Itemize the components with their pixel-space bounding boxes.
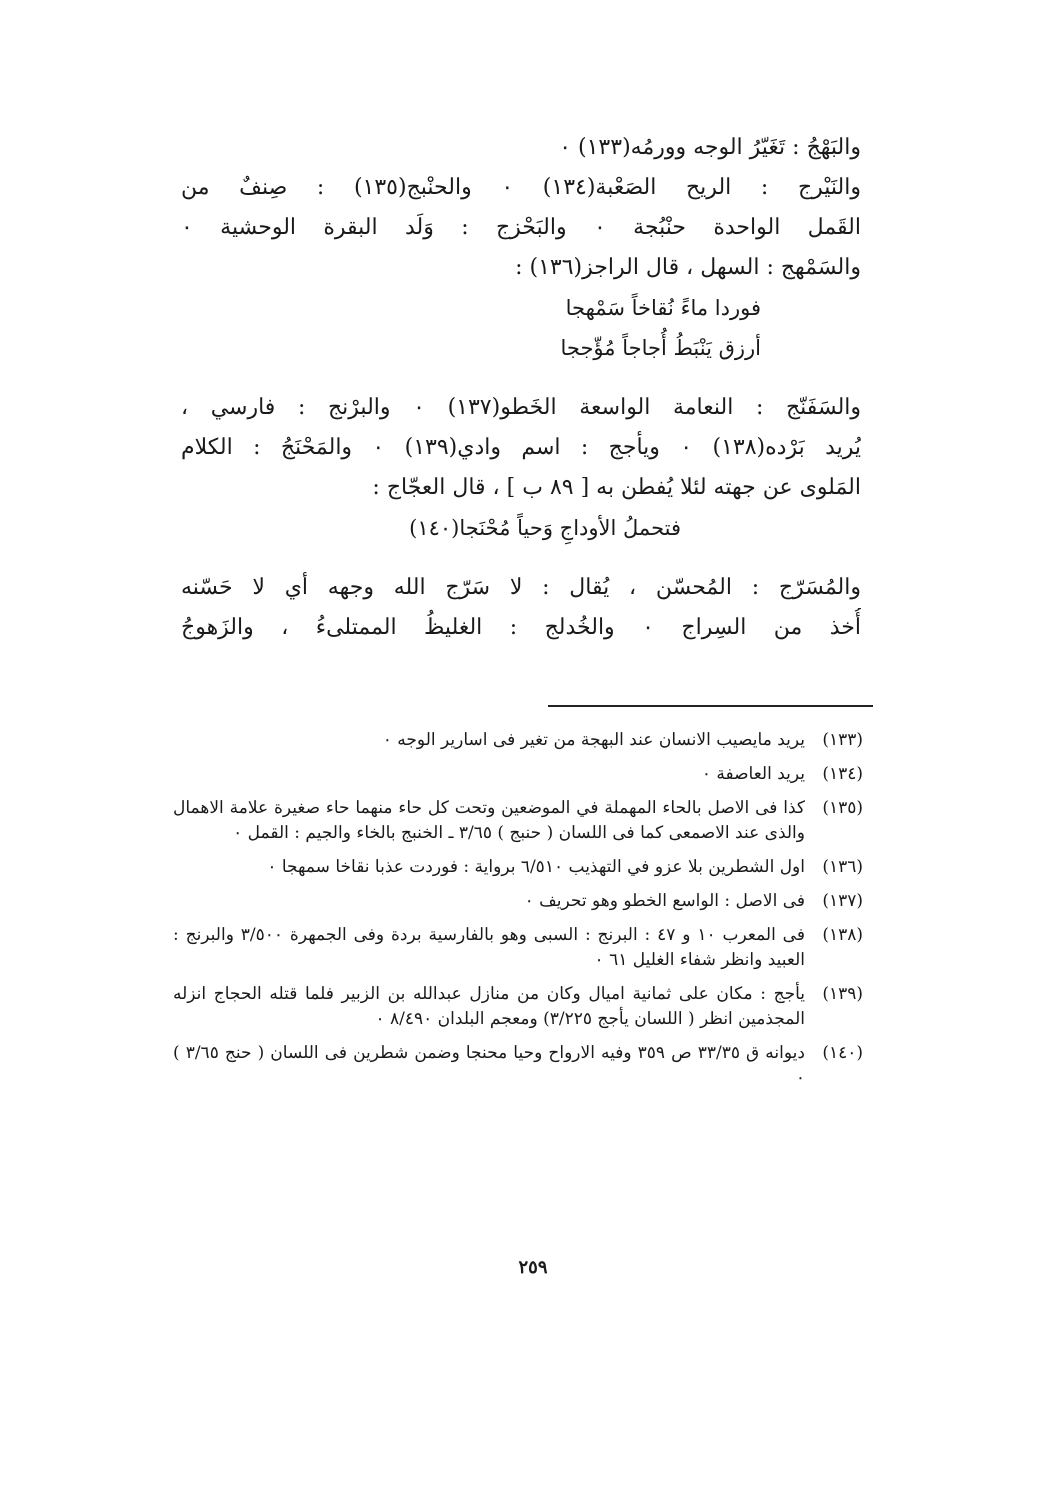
footnote-number: (١٣٤) <box>822 764 863 784</box>
footnote-number: (١٣٥) <box>822 798 863 818</box>
footnote <box>173 796 863 846</box>
verse-line: فتحملُ الأوداجِ وَحياً مُحْنَجا(١٤٠) <box>409 516 681 540</box>
verse-line: فوردا ماءً نُقاخاً سَمْهجا <box>565 296 761 320</box>
text-line: والبَهْجُ : تَغَيّرُ الوجه وورمُه(١٣٣) ٠ <box>559 135 861 160</box>
page-number: ٢٥٩ <box>518 1257 548 1278</box>
text-line: يُريد بَرْده(١٣٨) ٠ ويأجج : اسم وادي(١٣٩) ٠ والمَحْنَجُ : الكلام <box>181 435 861 460</box>
footnote-text: فى الاصل : الواسع الخطو وهو تحريف ٠ <box>524 891 805 911</box>
main-text <box>181 128 861 648</box>
footnote-text: يأجج : مكان على ثمانية اميال وكان من منازل عبدالله بن الزبير فلما قتله الحجاج انزله المجذمين انظر ( اللسان يأجج ٣/٢٢٥) ومعجم البلدان ٨/٤٩٠ ٠ <box>173 984 805 1029</box>
footnote-text: يريد العاصفة ٠ <box>701 764 805 784</box>
footnote <box>173 728 863 753</box>
footnote-number: (١٤٠) <box>822 1043 863 1063</box>
footnote-number: (١٣٧) <box>822 891 863 911</box>
footnote-text: يريد مايصيب الانسان عند البهجة من تغير فى اسارير الوجه ٠ <box>382 730 805 750</box>
text-line: أُخذ من السِراج ٠ والخُدلج : الغليظُ الممتلىءُ ، والزَهوجُ <box>181 615 861 640</box>
footnote <box>173 923 863 973</box>
footnote-number: (١٣٨) <box>822 925 863 945</box>
footnote <box>173 762 863 787</box>
footnote-text: فى المعرب ١٠ و ٤٧ : البرنج : السبى وهو بالفارسية بردة وفى الجمهرة ٣/٥٠٠ والبرنج : العبيد وانظر شفاء الغليل ٦١ ٠ <box>173 925 805 970</box>
footnote-text: اول الشطرين بلا عزو في التهذيب ٦/٥١٠ برواية : فوردت عذبا نقاخا سمهجا ٠ <box>267 857 805 877</box>
verse-line: أرزق يَنْبَطُ أُجاجاً مُؤّججا <box>560 336 761 360</box>
footnote <box>173 855 863 880</box>
text-line: المَلوى عن جهته لئلا يُفطن به [ ٨٩ ب ] ، قال العجّاج : <box>372 475 861 500</box>
footnote-text: كذا فى الاصل بالحاء المهملة في الموضعين وتحت كل حاء منهما حاء صغيرة علامة الاهمال والذى عند الاصمعى كما فى اللسان ( حنبج ) ٣/٦٥ ـ الخنبج بالخاء والجيم : القمل ٠ <box>173 798 805 843</box>
footnote-number: (١٣٣) <box>822 730 863 750</box>
text-line: والمُسَرّج : المُحسّن ، يُقال : لا سَرّج الله وجهه أي لا حَسّنه <box>181 575 861 600</box>
footnote-text: ديوانه ق ٣٣/٣٥ ص ٣٥٩ وفيه الارواح وحيا محنجا وضمن شطرين فى اللسان ( حنج ٣/٦٥ ) ٠ <box>173 1043 805 1088</box>
footnote <box>173 889 863 914</box>
text-line: والسَفَنّج : النعامة الواسعة الخَطو(١٣٧) ٠ والبرْنج : فارسي ، <box>181 395 861 420</box>
footnote-number: (١٣٩) <box>822 984 863 1004</box>
footnote-number: (١٣٦) <box>822 857 863 877</box>
footnote <box>173 982 863 1032</box>
text-line: القَمل الواحدة حنْبُجة ٠ والبَحْزج : وَلَد البقرة الوحشية ٠ <box>181 215 861 240</box>
footnote <box>173 1041 863 1091</box>
footnotes <box>173 728 863 1100</box>
text-line: والسَمْهج : السهل ، قال الراجز(١٣٦) : <box>515 255 861 280</box>
footnote-divider <box>548 705 873 707</box>
text-line: والنَيْرج : الريح الصَعْبة(١٣٤) ٠ والحنْبج(١٣٥) : صِنفٌ من <box>181 175 861 200</box>
